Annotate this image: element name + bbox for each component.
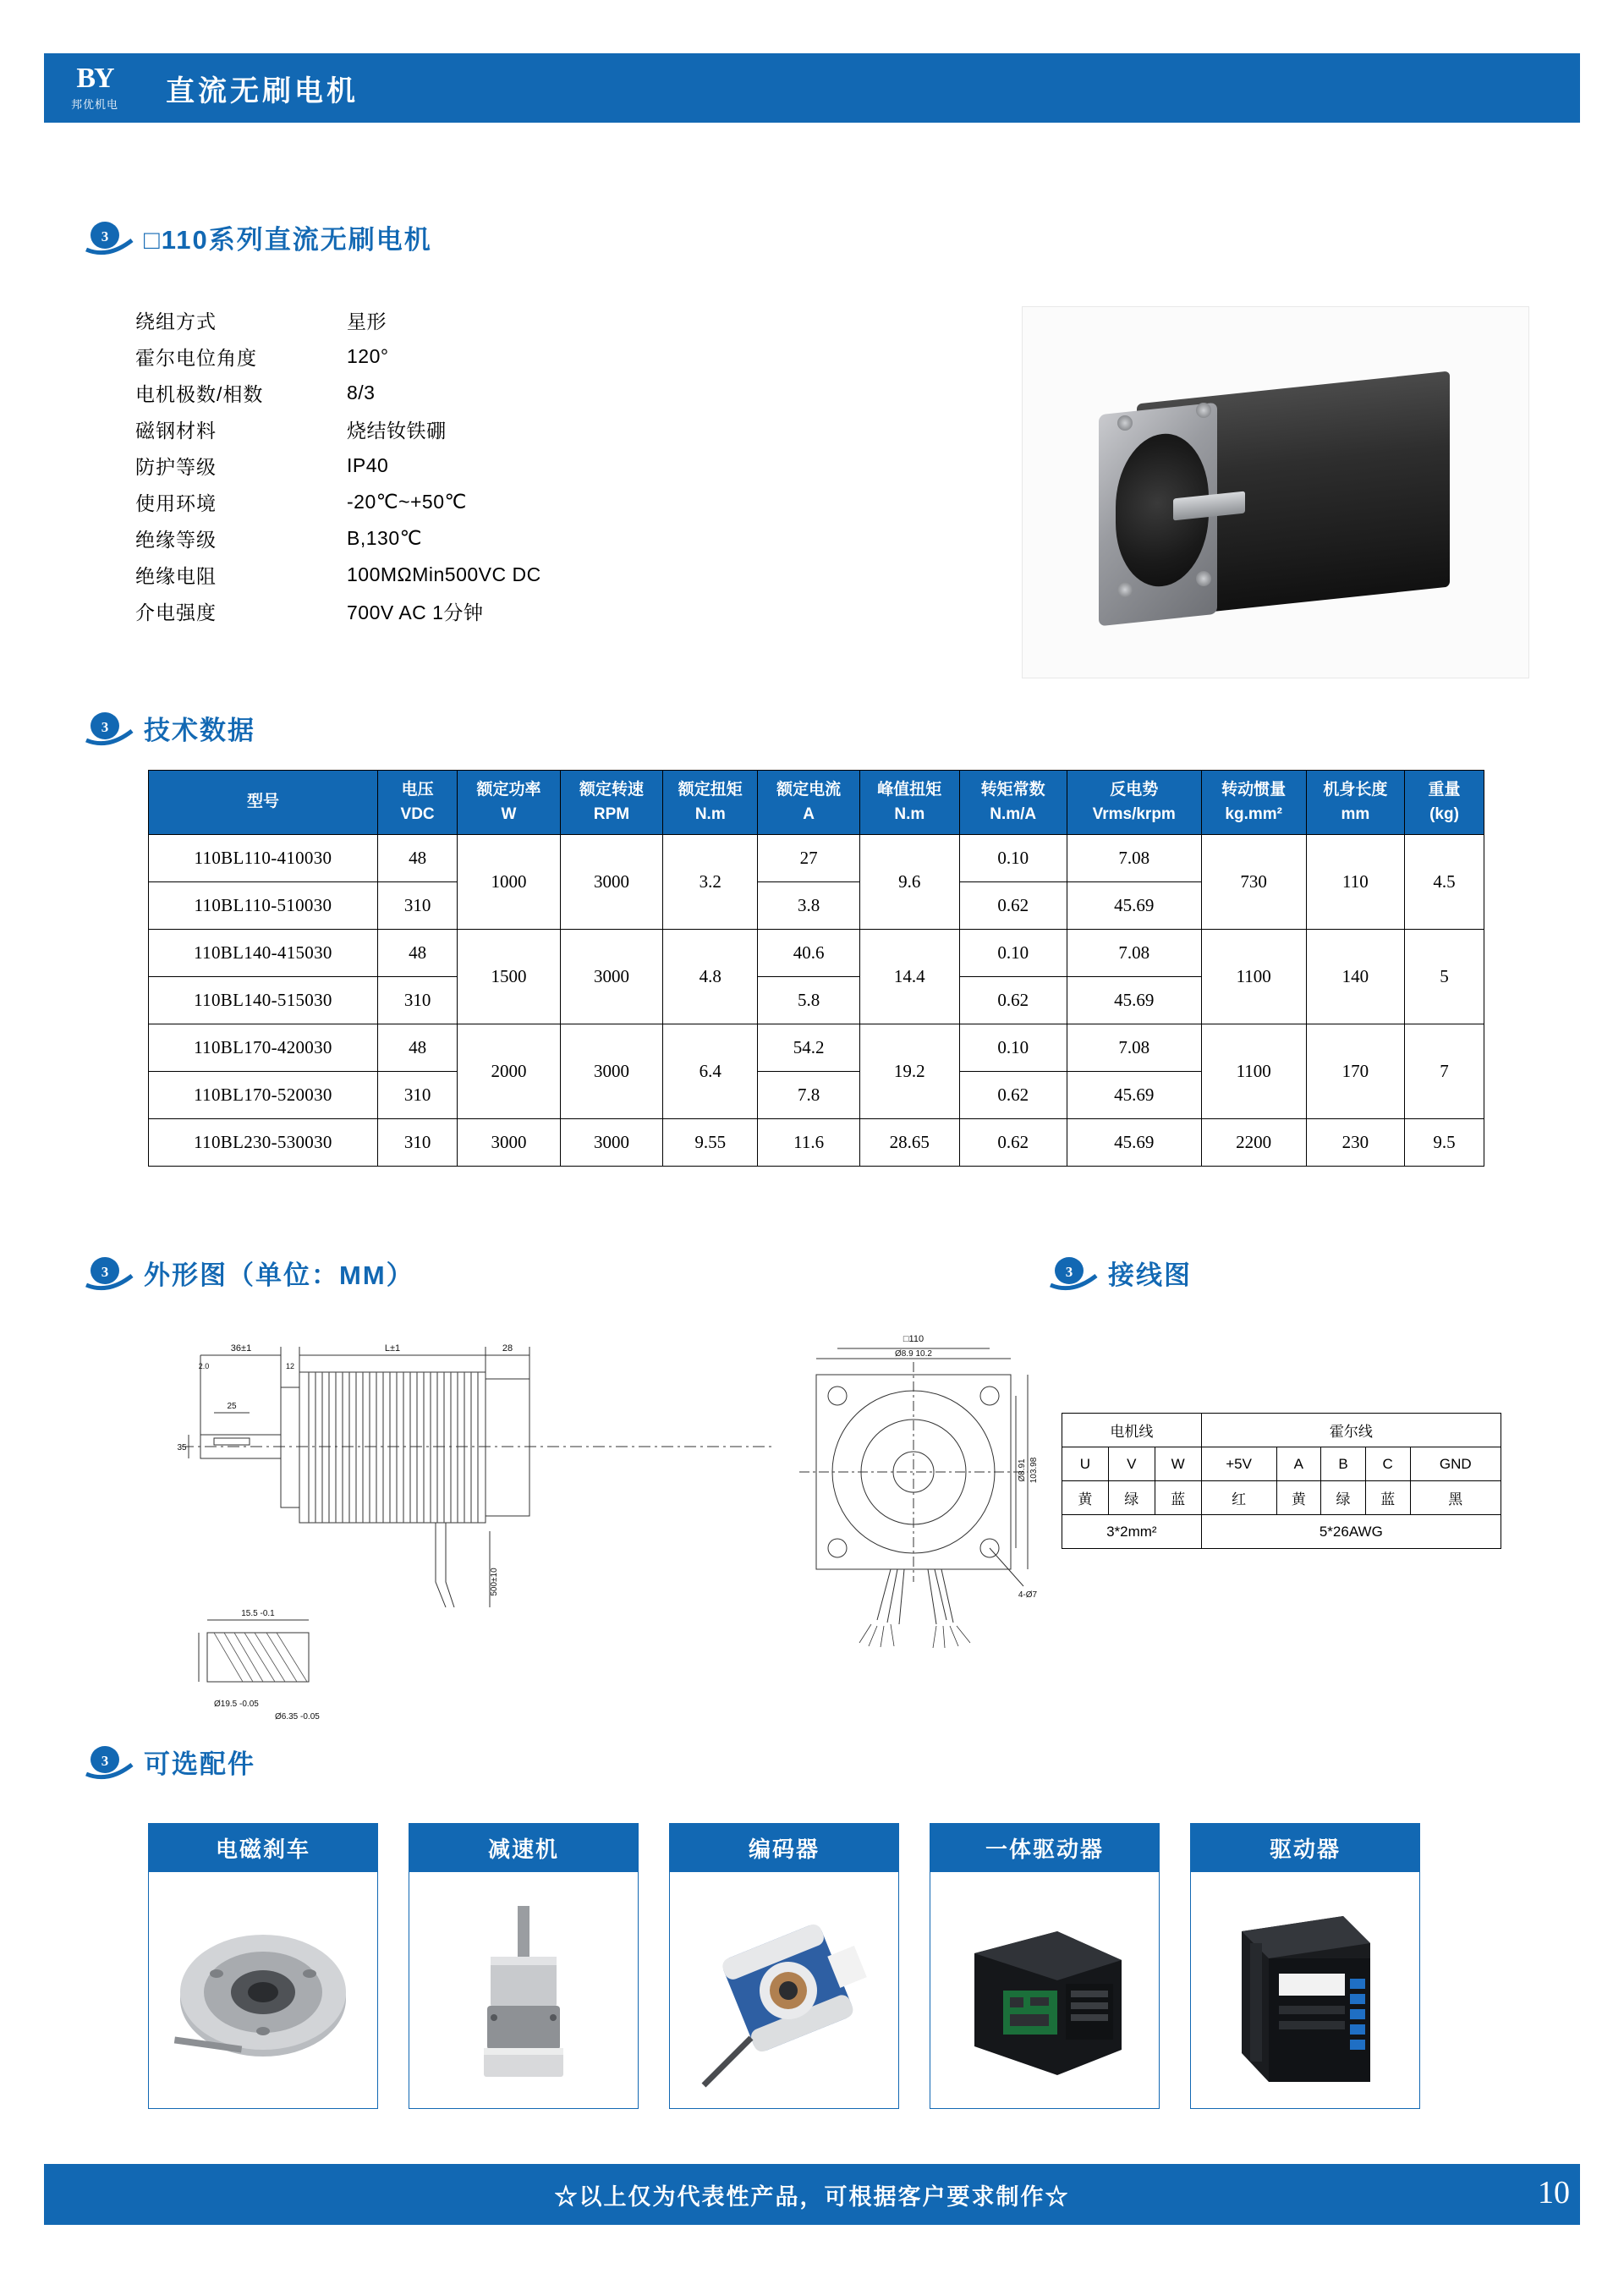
cell-current: 5.8 <box>758 977 860 1024</box>
spec-value: 700V AC 1分钟 <box>347 601 484 623</box>
encoder-icon <box>669 1872 899 2109</box>
accessory-card-brake[interactable] <box>148 1823 378 2109</box>
wiring-color-a: 黄 <box>1276 1481 1321 1515</box>
section-heading-tech <box>85 709 255 747</box>
cell-model: 110BL140-515030 <box>149 977 378 1024</box>
cell-power: 1500 <box>458 930 560 1024</box>
wiring-color-w: 蓝 <box>1155 1481 1201 1515</box>
page-title: 直流无刷电机 <box>166 74 359 107</box>
accessory-label: 减速机 <box>409 1823 639 1872</box>
cell-model: 110BL170-520030 <box>149 1072 378 1119</box>
cell-torque-constant: 0.10 <box>959 835 1067 882</box>
cell-torque-constant: 0.62 <box>959 1119 1067 1167</box>
dim-d8.91: Ø8.91 <box>1018 1458 1027 1482</box>
wiring-color-row <box>1062 1481 1501 1515</box>
spec-value: 120° <box>347 345 389 367</box>
dim-d19.5: Ø19.5 -0.05 <box>214 1700 259 1709</box>
company-logo <box>44 53 145 123</box>
wiring-color-5v: 红 <box>1201 1481 1276 1515</box>
wiring-spec-hall: 5*26AWG <box>1201 1515 1501 1549</box>
wiring-signal-u: U <box>1062 1447 1109 1481</box>
wiring-signal-5v: +5V <box>1201 1447 1276 1481</box>
cell-voltage: 48 <box>377 930 457 977</box>
spec-row <box>135 338 609 375</box>
cell-model: 110BL140-415030 <box>149 930 378 977</box>
cell-torque-constant: 0.10 <box>959 1024 1067 1072</box>
dim-d6.35: Ø6.35 -0.05 <box>275 1712 320 1722</box>
motor-bolt <box>1196 403 1211 418</box>
th-model: 型号 <box>149 771 378 835</box>
table-row <box>149 835 1484 882</box>
section-title-accessories: 可选配件 <box>144 1749 255 1779</box>
spec-row <box>135 520 609 557</box>
cell-weight: 4.5 <box>1405 835 1484 930</box>
wiring-signal-v: V <box>1108 1447 1155 1481</box>
cell-peak-torque: 19.2 <box>860 1024 959 1119</box>
cell-peak-torque: 14.4 <box>860 930 959 1024</box>
cell-peak-torque: 28.65 <box>860 1119 959 1167</box>
cell-torque: 4.8 <box>663 930 758 1024</box>
cell-voltage: 310 <box>377 1072 457 1119</box>
outline-drawing-svg <box>148 1328 1045 1760</box>
tech-data-table <box>148 770 1484 1167</box>
th-torque-constant: 转矩常数 N.m/A <box>959 771 1067 835</box>
swoosh-icon <box>85 711 134 746</box>
wiring-spec-row <box>1062 1515 1501 1549</box>
logo-glyph: BY <box>76 63 113 94</box>
cell-speed: 3000 <box>560 930 663 1024</box>
wiring-color-b: 绿 <box>1321 1481 1366 1515</box>
accessory-card-driver[interactable] <box>1190 1823 1420 2109</box>
spec-value: 星形 <box>347 310 387 332</box>
cell-back-emf: 45.69 <box>1067 882 1201 930</box>
spec-key: 介电强度 <box>135 601 217 623</box>
cell-current: 40.6 <box>758 930 860 977</box>
th-torque: 额定扭矩 N.m <box>663 771 758 835</box>
svg-text:3: 3 <box>101 1263 109 1280</box>
dim-15.5: 15.5 -0.1 <box>241 1609 275 1618</box>
th-voltage: 电压 VDC <box>377 771 457 835</box>
section-title-wiring: 接线图 <box>1108 1260 1192 1290</box>
cell-back-emf: 7.08 <box>1067 930 1201 977</box>
svg-text:3: 3 <box>101 718 109 735</box>
wiring-group-motor: 电机线 <box>1062 1414 1202 1447</box>
cell-model: 110BL110-510030 <box>149 882 378 930</box>
dim-12: 12 <box>285 1362 295 1370</box>
wiring-signal-b: B <box>1321 1447 1366 1481</box>
spec-row <box>135 593 609 629</box>
spec-row <box>135 557 609 593</box>
spec-key: 使用环境 <box>135 492 217 514</box>
wiring-color-v: 绿 <box>1108 1481 1155 1515</box>
cell-length: 230 <box>1306 1119 1404 1167</box>
dim-36: 36±1 <box>230 1343 252 1354</box>
accessories-row <box>148 1823 1484 2109</box>
cell-torque-constant: 0.62 <box>959 882 1067 930</box>
wiring-color-u: 黄 <box>1062 1481 1109 1515</box>
cell-inertia: 730 <box>1201 835 1306 930</box>
spec-list <box>135 302 609 629</box>
swoosh-icon <box>85 1744 134 1780</box>
outline-drawing <box>148 1328 1045 1760</box>
dim-500: 500±10 <box>490 1568 499 1596</box>
cell-power: 1000 <box>458 835 560 930</box>
accessory-label: 电磁刹车 <box>148 1823 378 1872</box>
th-back-emf: 反电势 Vrms/krpm <box>1067 771 1201 835</box>
svg-text:3: 3 <box>101 1752 109 1769</box>
cell-back-emf: 45.69 <box>1067 977 1201 1024</box>
cell-speed: 3000 <box>560 835 663 930</box>
swoosh-icon <box>85 1255 134 1291</box>
driver-icon <box>1190 1872 1420 2109</box>
accessory-label: 编码器 <box>669 1823 899 1872</box>
wiring-signal-w: W <box>1155 1447 1201 1481</box>
section-heading-wiring <box>1049 1254 1192 1292</box>
spec-key: 磁钢材料 <box>135 420 217 442</box>
wiring-group-row <box>1062 1414 1501 1447</box>
section-heading-accessories <box>85 1743 255 1781</box>
cell-voltage: 48 <box>377 835 457 882</box>
footer-note: ☆以上仅为代表性产品，可根据客户要求制作☆ <box>554 2183 1070 2210</box>
cell-torque: 9.55 <box>663 1119 758 1167</box>
dim-28: 28 <box>502 1343 513 1354</box>
accessory-card-gearbox[interactable] <box>409 1823 639 2109</box>
motor-bolt <box>1196 571 1211 586</box>
cell-weight: 7 <box>1405 1024 1484 1119</box>
wiring-signal-a: A <box>1276 1447 1321 1481</box>
motor-bolt <box>1117 582 1133 597</box>
wiring-diagram <box>1062 1413 1501 1548</box>
spec-value: 100MΩMin500VC DC <box>347 563 541 585</box>
th-peak-torque: 峰值扭矩 N.m <box>860 771 959 835</box>
cell-speed: 3000 <box>560 1024 663 1119</box>
section-title-series: □110系列直流无刷电机 <box>144 225 432 255</box>
page-header <box>44 53 1580 123</box>
svg-text:3: 3 <box>1065 1263 1073 1280</box>
dim-103.98: 103.98 <box>1029 1457 1039 1484</box>
cell-weight: 9.5 <box>1405 1119 1484 1167</box>
spec-row <box>135 484 609 520</box>
cell-current: 11.6 <box>758 1119 860 1167</box>
th-speed: 额定转速 RPM <box>560 771 663 835</box>
cell-current: 7.8 <box>758 1072 860 1119</box>
spec-key: 绝缘等级 <box>135 529 217 551</box>
th-length: 机身长度 mm <box>1306 771 1404 835</box>
spec-row <box>135 302 609 338</box>
cell-inertia: 2200 <box>1201 1119 1306 1167</box>
spec-row <box>135 448 609 484</box>
cell-inertia: 1100 <box>1201 1024 1306 1119</box>
accessory-card-encoder[interactable] <box>669 1823 899 2109</box>
logo-icon <box>63 62 126 114</box>
section-title-outline: 外形图（单位：MM） <box>144 1260 414 1290</box>
spec-key: 防护等级 <box>135 456 217 478</box>
gearbox-icon <box>409 1872 639 2109</box>
section-heading-series <box>85 218 432 256</box>
cell-back-emf: 7.08 <box>1067 1024 1201 1072</box>
spec-value: 8/3 <box>347 382 376 404</box>
dim-d8.9: Ø8.9 10.2 <box>895 1349 932 1359</box>
spec-value: 烧结钕铁硼 <box>347 420 447 442</box>
dim-square110: □110 <box>903 1334 924 1344</box>
spec-value: -20℃~+50℃ <box>347 491 467 513</box>
svg-text:3: 3 <box>101 228 109 244</box>
cell-current: 3.8 <box>758 882 860 930</box>
cell-model: 110BL230-530030 <box>149 1119 378 1167</box>
dim-25: 25 <box>227 1402 237 1411</box>
cell-torque: 6.4 <box>663 1024 758 1119</box>
cell-model: 110BL110-410030 <box>149 835 378 882</box>
dim-L: L±1 <box>384 1343 401 1354</box>
table-row <box>149 1024 1484 1072</box>
cell-length: 110 <box>1306 835 1404 930</box>
wiring-signal-c: C <box>1365 1447 1410 1481</box>
cell-torque: 3.2 <box>663 835 758 930</box>
brake-icon <box>148 1872 378 2109</box>
wiring-signal-row <box>1062 1447 1501 1481</box>
swoosh-icon <box>1049 1255 1098 1291</box>
cell-power: 3000 <box>458 1119 560 1167</box>
logo-company-name: 邦优机电 <box>70 98 118 111</box>
motor-photo <box>1022 306 1529 678</box>
dim-35: 35 <box>177 1443 187 1453</box>
th-inertia: 转动惯量 kg.mm² <box>1201 771 1306 835</box>
wiring-color-c: 蓝 <box>1365 1481 1410 1515</box>
cell-inertia: 1100 <box>1201 930 1306 1024</box>
dim-4xd7: 4-Ø7 <box>1018 1590 1038 1600</box>
cell-back-emf: 45.69 <box>1067 1072 1201 1119</box>
cell-torque-constant: 0.62 <box>959 1072 1067 1119</box>
integrated-driver-icon <box>930 1872 1160 2109</box>
wiring-color-gnd: 黑 <box>1410 1481 1501 1515</box>
cell-model: 110BL170-420030 <box>149 1024 378 1072</box>
spec-key: 电机极数/相数 <box>135 383 264 405</box>
spec-key: 霍尔电位角度 <box>135 347 257 369</box>
cell-power: 2000 <box>458 1024 560 1119</box>
th-power: 额定功率 W <box>458 771 560 835</box>
accessory-label: 一体驱动器 <box>930 1823 1160 1872</box>
spec-row <box>135 411 609 448</box>
spec-row <box>135 375 609 411</box>
table-header-row <box>149 771 1484 835</box>
th-weight: 重量 (kg) <box>1405 771 1484 835</box>
spec-key: 绝缘电阻 <box>135 565 217 587</box>
cell-length: 140 <box>1306 930 1404 1024</box>
cell-current: 54.2 <box>758 1024 860 1072</box>
cell-length: 170 <box>1306 1024 1404 1119</box>
cell-voltage: 48 <box>377 1024 457 1072</box>
table-row <box>149 1119 1484 1167</box>
cell-weight: 5 <box>1405 930 1484 1024</box>
motor-bolt <box>1117 415 1133 431</box>
cell-voltage: 310 <box>377 977 457 1024</box>
accessory-label: 驱动器 <box>1190 1823 1420 1872</box>
table-row <box>149 930 1484 977</box>
section-title-tech: 技术数据 <box>144 716 255 745</box>
spec-key: 绕组方式 <box>135 310 217 332</box>
page-footer <box>44 2164 1580 2225</box>
cell-back-emf: 7.08 <box>1067 835 1201 882</box>
wiring-signal-gnd: GND <box>1410 1447 1501 1481</box>
wiring-spec-motor: 3*2mm² <box>1062 1515 1202 1549</box>
cell-voltage: 310 <box>377 882 457 930</box>
dim-2.0: 2.0 <box>198 1362 210 1370</box>
cell-back-emf: 45.69 <box>1067 1119 1201 1167</box>
swoosh-icon <box>85 220 134 255</box>
wiring-group-hall: 霍尔线 <box>1201 1414 1501 1447</box>
th-current: 额定电流 A <box>758 771 860 835</box>
cell-torque-constant: 0.10 <box>959 930 1067 977</box>
cell-current: 27 <box>758 835 860 882</box>
cell-torque-constant: 0.62 <box>959 977 1067 1024</box>
cell-peak-torque: 9.6 <box>860 835 959 930</box>
page-number: 10 <box>1538 2175 1570 2210</box>
spec-value: B,130℃ <box>347 527 422 549</box>
spec-value: IP40 <box>347 454 389 476</box>
accessory-card-integrated-driver[interactable] <box>930 1823 1160 2109</box>
section-heading-outline <box>85 1254 414 1292</box>
cell-voltage: 310 <box>377 1119 457 1167</box>
wiring-table <box>1062 1413 1501 1549</box>
cell-speed: 3000 <box>560 1119 663 1167</box>
